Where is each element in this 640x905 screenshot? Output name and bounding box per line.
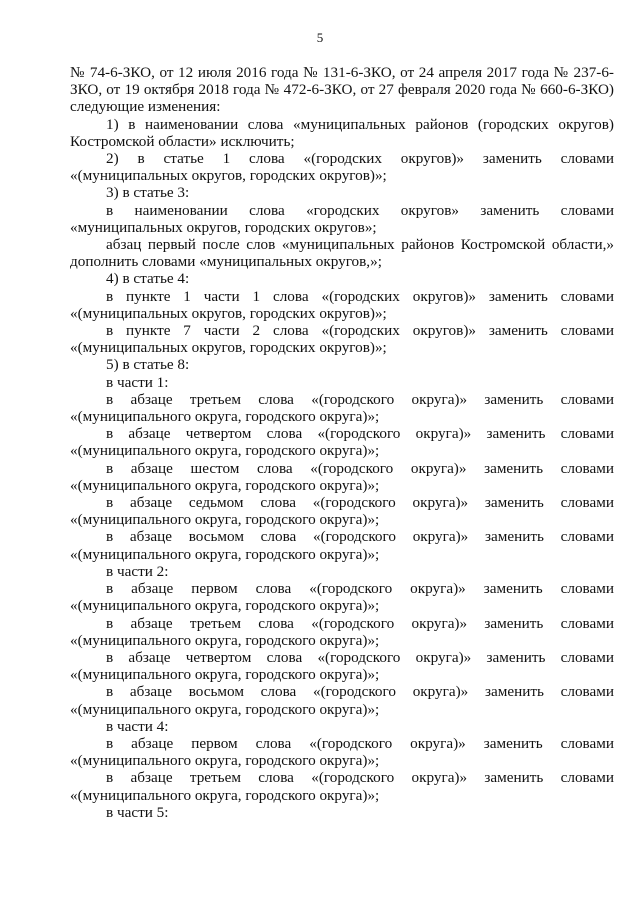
paragraph: в абзаце третьем слова «(городского округа)» заменить словами «(муниципального округа, городского округа)»; (70, 769, 614, 804)
document-body (70, 64, 614, 821)
paragraph: в абзаце восьмом слова «(городского округа)» заменить словами «(муниципального округа, городского округа)»; (70, 683, 614, 718)
paragraph: в абзаце шестом слова «(городского округа)» заменить словами «(муниципального округа, городского округа)»; (70, 459, 614, 494)
paragraph: в наименовании слова «городских округов» заменить словами «муниципальных округов, городских округов»; (70, 201, 614, 236)
paragraph: в абзаце четвертом слова «(городского округа)» заменить словами «(муниципального округа, городского округа)»; (70, 425, 614, 460)
paragraph: в части 5: (106, 803, 169, 821)
paragraph: 2) в статье 1 слова «(городских округов)» заменить словами «(муниципальных округов, городских округов)»; (70, 150, 614, 185)
paragraph: в абзаце третьем слова «(городского округа)» заменить словами «(муниципального округа, городского округа)»; (70, 614, 614, 649)
paragraph: в части 1: (106, 373, 169, 391)
paragraph: 5) в статье 8: (106, 356, 190, 374)
paragraph: в абзаце четвертом слова «(городского округа)» заменить словами «(муниципального округа, городского округа)»; (70, 648, 614, 684)
page-number: 5 (316, 30, 324, 45)
paragraph: в абзаце первом слова «(городского округа)» заменить словами «(муниципального округа, городского округа)»; (70, 580, 614, 615)
paragraph: № 74-6-ЗКО, от 12 июля 2016 года № 131-6-ЗКО, от 24 апреля 2017 года № 237-6-ЗКО, от 19 октября 2018 года № 472-6-ЗКО, от 27 февраля 2020 года № 660-6-ЗКО) следующие изменения: (70, 64, 614, 116)
paragraph: в абзаце первом слова «(городского округа)» заменить словами «(муниципального округа, городского округа)»; (70, 734, 614, 770)
paragraph: в пункте 1 части 1 слова «(городских округов)» заменить словами «(муниципальных округов, городских округов)»; (70, 287, 614, 322)
paragraph: в абзаце восьмом слова «(городского округа)» заменить словами «(муниципального округа, городского округа)»; (70, 528, 614, 563)
paragraph: абзац первый после слов «муниципальных районов Костромской области,» дополнить словами «муниципальных округов,»; (70, 236, 614, 271)
paragraph: 1) в наименовании слова «муниципальных районов (городских округов) Костромской области» исключить; (70, 115, 614, 150)
paragraph: в части 2: (106, 562, 169, 580)
paragraph: 4) в статье 4: (106, 270, 190, 288)
paragraph: в абзаце третьем слова «(городского округа)» заменить словами «(муниципального округа, городского округа)»; (70, 390, 614, 426)
paragraph: в абзаце седьмом слова «(городского округа)» заменить словами «(муниципального округа, городского округа)»; (70, 494, 614, 529)
paragraph: 3) в статье 3: (106, 184, 190, 202)
paragraph: в пункте 7 части 2 слова «(городских округов)» заменить словами «(муниципальных округов, городских округов)»; (70, 322, 614, 357)
paragraph: в части 4: (106, 717, 169, 735)
